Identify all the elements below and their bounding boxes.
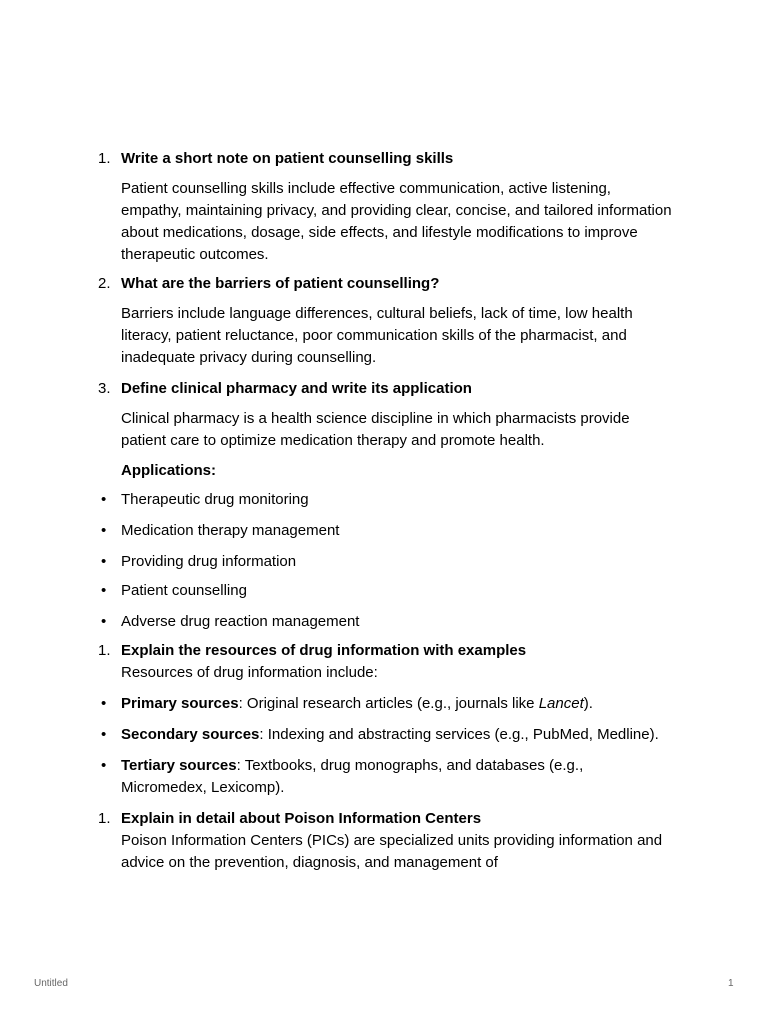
question-heading: What are the barriers of patient counselling? bbox=[121, 275, 440, 292]
question-heading: Explain the resources of drug information with examples bbox=[121, 642, 527, 659]
bullet-marker: • bbox=[101, 491, 107, 508]
bullet-text bbox=[121, 724, 672, 746]
answer-paragraph: Clinical pharmacy is a health science discipline in which pharmacists provide patient care to optimize medication therapy and promote health. bbox=[121, 410, 630, 449]
bullet-body-end: ). bbox=[583, 695, 593, 712]
bullet-marker: • bbox=[101, 582, 107, 599]
bullet-text: Providing drug information bbox=[121, 553, 297, 570]
bullet-marker: • bbox=[101, 726, 107, 743]
bullet-marker: • bbox=[101, 695, 107, 712]
bullet-text: Patient counselling bbox=[121, 582, 247, 599]
bullet-text bbox=[121, 755, 672, 799]
answer-paragraph: Patient counselling skills include effective communication, active listening, empathy, maintaining privacy, and providing clear, concise, and tailored information about medications, dosage, side effects, and lifestyle modifications to improve therapeutic outcomes. bbox=[121, 180, 672, 263]
bullet-text: Therapeutic drug monitoring bbox=[121, 491, 309, 508]
bullet-body: : Textbooks, drug monographs, and databases (e.g., Micromedex, Lexicomp). bbox=[121, 757, 584, 796]
bullet-marker: • bbox=[101, 553, 107, 570]
list-item bbox=[0, 378, 768, 482]
bullet-marker: • bbox=[101, 522, 107, 539]
bullet-item bbox=[0, 489, 768, 511]
bullet-item bbox=[0, 611, 768, 633]
bullet-label: Secondary sources bbox=[121, 726, 260, 743]
bullet-body: : Original research articles (e.g., journals like bbox=[238, 695, 539, 712]
list-item bbox=[0, 640, 768, 684]
bullet-label: Tertiary sources bbox=[121, 757, 237, 774]
bullet-item bbox=[0, 693, 768, 715]
answer-paragraph: Resources of drug information include: bbox=[121, 664, 378, 681]
list-number: 3. bbox=[98, 380, 111, 397]
bullet-label: Primary sources bbox=[121, 695, 239, 712]
bullet-body: : Indexing and abstracting services (e.g., PubMed, Medline). bbox=[259, 726, 659, 743]
footer-page-number: 1 bbox=[728, 978, 734, 989]
document-body bbox=[0, 148, 768, 874]
bullet-item bbox=[0, 755, 768, 799]
question-heading: Define clinical pharmacy and write its application bbox=[121, 380, 472, 397]
answer-paragraph: Barriers include language differences, cultural beliefs, lack of time, low health literacy, patient reluctance, poor communication skills of the pharmacist, and inadequate privacy during counselling. bbox=[121, 305, 633, 366]
bullet-item bbox=[0, 551, 768, 573]
question-heading: Write a short note on patient counselling skills bbox=[121, 150, 454, 167]
list-item bbox=[0, 148, 768, 266]
bullet-marker: • bbox=[101, 613, 107, 630]
bullet-text: Medication therapy management bbox=[121, 522, 340, 539]
list-number: 1. bbox=[98, 642, 111, 659]
list-item bbox=[0, 273, 768, 369]
bullet-item bbox=[0, 520, 768, 542]
bullet-text: Adverse drug reaction management bbox=[121, 613, 360, 630]
bullet-item bbox=[0, 580, 768, 602]
question-heading: Explain in detail about Poison Information Centers bbox=[121, 810, 482, 827]
list-number: 1. bbox=[98, 150, 111, 167]
list-number: 2. bbox=[98, 275, 111, 292]
answer-paragraph: Poison Information Centers (PICs) are specialized units providing information and advice on the prevention, diagnosis, and management of bbox=[121, 832, 663, 871]
bullet-marker: • bbox=[101, 757, 107, 774]
footer-document-title: Untitled bbox=[34, 978, 68, 989]
bullet-text bbox=[121, 693, 672, 715]
journal-name: Lancet bbox=[538, 695, 584, 712]
list-number: 1. bbox=[98, 810, 111, 827]
bullet-item bbox=[0, 724, 768, 746]
list-item bbox=[0, 808, 768, 874]
subheading: Applications: bbox=[121, 462, 217, 479]
